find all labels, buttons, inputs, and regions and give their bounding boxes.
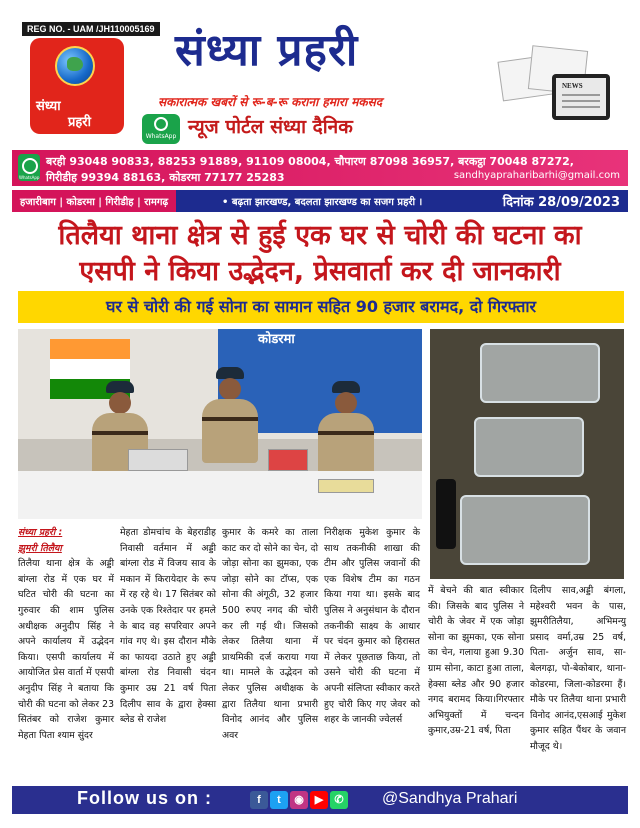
facebook-icon[interactable]: f	[250, 791, 268, 809]
banner: कोडरमा	[218, 329, 422, 433]
officer-center	[198, 367, 262, 463]
social-handle[interactable]: @Sandhya Prahari	[382, 790, 518, 807]
article-text-2: मेहता डोमचांच के बेहराडीह निवासी वर्तमान में अड्डी बांग्ला रोड में विजय साव के मकान में किरायेदार के रूप में रह रहे थे। 17 सितंबर को उनके एक रिश्तेदार पर हमले के बाद वह सपरिवार अपने गांव गए थे। इस दौरान मौके का फायदा उठाते हुए अड्डी बांग्ला रोड निवासी चंदन कुमार उम्र 21 वर्ष पिता दिलीप साव के द्वारा हेक्सा ब्लेड से राजेश	[120, 527, 216, 726]
info-strip	[12, 190, 628, 212]
jewellery-box-3	[460, 495, 590, 565]
officer-right	[314, 381, 378, 477]
main-headline	[14, 218, 626, 290]
pen-stand	[268, 449, 308, 471]
portal-title: न्यूज पोर्टल संध्या दैनिक	[188, 116, 353, 138]
headline-line-1: तिलैया थाना क्षेत्र से हुई एक घर से चोरी की घटना का	[58, 220, 582, 251]
contact-line-1: बरही 93048 90833, 88253 91889, 91109 08004, चौपारण 87098 36957, बरकट्ठा 70048 87272,	[46, 155, 574, 168]
social-icons	[250, 791, 348, 809]
notepad	[318, 479, 374, 493]
article-col-3	[222, 525, 318, 743]
cities-list: हजारीबाग | कोडरमा | गिरीडीह | रामगढ़	[12, 190, 176, 212]
footer	[12, 786, 628, 814]
headline-line-2: एसपी ने किया उद्भेदन, प्रेसवार्ता कर दी जानकारी	[79, 256, 561, 287]
article-text-3: कुमार के कमरे का ताला काट कर दो सोने का चेन, दो जोड़ा सोना का झुमका, एक जोड़ा सोने का टॉप्स, एक सोना की अंगूठी, 32 हजार 500 रुपए नगद की चोरी कर ली गई थी। जिसको लेकर तिलैया थाना में प्राथमिकी दर्ज कराया गया था। मामले के उद्भेदन को लेकर पुलिस अधीक्षक के द्वारा तिलैया थाना प्रभारी विनोद आनंद और पुलिस अवर	[222, 527, 318, 741]
twitter-icon[interactable]: t	[270, 791, 288, 809]
article-text-5: में बेचने की बात स्वीकार की। जिसके बाद पुलिस ने चोरी के जेवर में एक जोड़ा सोना का झुमका, एक सोना का चेन, गलाया हुआ 9.30 ग्राम सोना, काटा हुआ ताला, हेक्सा ब्लेड और 90 हजार नगद बरामद किया।गिरफ्तार अभियुक्तों में चन्दन कुमार,उम्र-21 वर्ष, पिता	[428, 585, 524, 737]
newspaper-title: संध्या प्रहरी	[175, 25, 359, 76]
byline: संध्या प्रहरी :	[18, 527, 63, 538]
contact-bar	[12, 150, 628, 186]
logo-text-1: संध्या	[36, 99, 61, 114]
recovered-items-photo	[430, 329, 624, 579]
article-col-5	[428, 583, 524, 739]
article-text-1: तिलैया थाना क्षेत्र के अड्डी बांग्ला रोड में एक घर में घटित चोरी की घटना का गुरुवार की शाम पुलिस अधीक्षक अनुदीप सिंह ने अपने कार्यालय में उद्भेदन किया। एसपी कार्यालय में आयोजित प्रेस वार्ता में एसपी अनुदीप सिंह ने बताया कि चोरी की घटना को लेकर 23 सितंबर को राजेश कुमार मेहता पिता श्याम सुंदर	[18, 558, 114, 741]
evidence-box	[128, 449, 188, 471]
registration-number: REG NO. - UAM /JH110005169	[22, 22, 160, 36]
whatsapp-footer-icon[interactable]: ✆	[330, 791, 348, 809]
newspaper-illustration	[500, 48, 612, 134]
slogan: • बढ़ता झारखण्ड, बदलता झारखण्ड का सजग प्रहरी ।	[222, 197, 423, 208]
article-col-2	[120, 525, 216, 728]
issue-date: दिनांक 28/09/2023	[502, 195, 620, 210]
jewellery-box-2	[474, 417, 584, 477]
article-text-4: निरीक्षक मुकेश कुमार के साथ तकनीकी शाखा की टीम और पुलिस जवानों की एक विशेष टीम का गठन किया गया था। इसके बाद पुलिस ने अनुसंधान के दौरान तकनीकी साक्ष्य के आधार पर चंदन कुमार को हिरासत में लेकर पूछताछ किया, तो उसने चोरी की घटना में अपनी संलिप्ता स्वीकार करते हुए चोरी किए गए जेवर को शहर के जानकी ज्वेलर्स	[324, 527, 420, 726]
tablet-icon: NEWS	[552, 74, 610, 120]
whatsapp-icon: WhatsApp	[142, 114, 180, 144]
tagline: सकारात्मक खबरों से रू-ब-रू कराना हमारा मकसद	[158, 95, 383, 109]
globe-icon	[55, 46, 95, 86]
article-col-6	[530, 583, 626, 755]
subheadline: घर से चोरी की गई सोना का सामान सहित 90 हजार बरामद, दो गिरफ्तार	[18, 291, 624, 323]
instagram-icon[interactable]: ◉	[290, 791, 308, 809]
whatsapp-small-icon: WhatsApp	[18, 154, 40, 181]
contact-line-2: गिरीडीह 99394 88163, कोडरमा 77177 25283	[46, 171, 285, 184]
logo	[30, 38, 124, 134]
jewellery-box-1	[480, 343, 600, 403]
article-col-4	[324, 525, 420, 728]
press-conference-photo	[18, 329, 422, 519]
logo-text-2: प्रहरी	[68, 115, 91, 130]
phone-icon	[436, 479, 456, 549]
article-text-6: दिलीप साव,अड्डी बंगला, महेश्वरी भवन के पास, झुमरीतिलैया, अभिमन्यु प्रसाद वर्मा,उम्र 25 वर्ष, पिता- अर्जुन साव, सा-बेलगढ़ा, पो-बेकोबार, थाना-कोडरमा, जिला-कोडरमा हैं।मौके पर तिलैया थाना प्रभारी विनोद आनंद,एसआई मुकेश कुमार सहित पैंथर के जवान मौजूद थे।	[530, 585, 626, 752]
article-col-1	[18, 525, 114, 743]
youtube-icon[interactable]: ▶	[310, 791, 328, 809]
dateline: झुमरी तिलैया	[18, 542, 62, 554]
email-link[interactable]: sandhyapraharibarhi@gmail.com	[453, 170, 620, 181]
follow-label: Follow us on :	[77, 788, 212, 808]
